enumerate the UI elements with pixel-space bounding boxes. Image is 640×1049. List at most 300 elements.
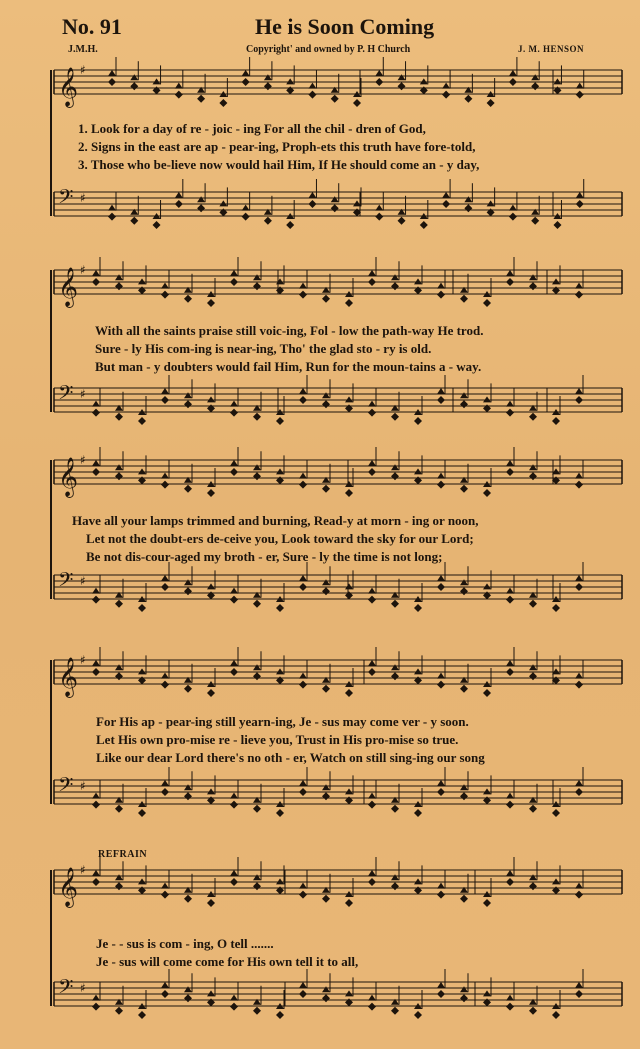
note-head: [207, 788, 215, 794]
note-head: [230, 668, 238, 676]
note-head: [483, 990, 491, 996]
note-head: [331, 204, 339, 212]
note-head: [230, 878, 238, 886]
note-head: [253, 664, 261, 670]
note-head: [368, 588, 376, 594]
note-head: [575, 681, 583, 689]
note-head: [391, 600, 399, 608]
note-head: [108, 205, 116, 211]
note-head: [575, 481, 583, 489]
note-head: [115, 413, 123, 421]
note-head: [437, 780, 445, 786]
note-head: [575, 990, 583, 998]
note-head: [175, 192, 183, 198]
note-head: [529, 413, 537, 421]
note-head: [276, 278, 284, 284]
note-head: [299, 575, 307, 581]
note-head: [506, 793, 514, 799]
note-head: [398, 82, 406, 90]
note-head: [253, 882, 261, 890]
treble-clef-icon: 𝄞: [58, 457, 79, 497]
note-head: [506, 870, 514, 876]
note-head: [368, 409, 376, 417]
note-head: [531, 82, 539, 90]
bass-clef-icon: 𝄢: [58, 185, 74, 213]
note-head: [368, 460, 376, 466]
bass-clef-icon: 𝄢: [58, 773, 74, 801]
note-head: [115, 600, 123, 608]
lyric-line: Be not dis-cour-aged my broth - er, Sure - ly the time is not long;: [86, 549, 443, 564]
note-head: [391, 672, 399, 680]
note-head: [368, 596, 376, 604]
note-head: [92, 1003, 100, 1011]
note-head: [92, 801, 100, 809]
note-head: [92, 270, 100, 276]
note-head: [345, 689, 353, 697]
note-head: [197, 204, 205, 212]
note-head: [322, 994, 330, 1002]
note-head: [464, 204, 472, 212]
note-head: [299, 891, 307, 899]
note-head: [322, 784, 330, 790]
note-head: [483, 299, 491, 307]
note-head: [509, 78, 517, 86]
lyric-line: 3. Those who be-lieve now would hail Him, If He should come an - y day,: [78, 157, 480, 172]
note-head: [391, 1007, 399, 1015]
note-head: [138, 668, 146, 674]
note-head: [368, 995, 376, 1001]
note-head: [506, 468, 514, 476]
note-head: [575, 291, 583, 299]
note-head: [442, 192, 450, 198]
note-head: [138, 278, 146, 284]
note-head: [161, 982, 169, 988]
note-head: [161, 891, 169, 899]
note-head: [184, 784, 192, 790]
note-head: [575, 283, 583, 289]
note-head: [553, 78, 561, 84]
note-head: [531, 217, 539, 225]
note-head: [161, 780, 169, 786]
note-head: [184, 400, 192, 408]
note-head: [299, 780, 307, 786]
note-head: [483, 689, 491, 697]
note-head: [506, 278, 514, 286]
note-head: [483, 396, 491, 402]
note-head: [529, 464, 537, 470]
note-head: [529, 600, 537, 608]
note-head: [92, 401, 100, 407]
note-head: [414, 468, 422, 474]
note-head: [161, 883, 169, 889]
note-head: [509, 213, 517, 221]
note-head: [420, 78, 428, 84]
note-head: [437, 283, 445, 289]
note-head: [391, 282, 399, 290]
note-head: [375, 213, 383, 221]
note-head: [276, 668, 284, 674]
note-head: [368, 1003, 376, 1011]
note-head: [286, 221, 294, 229]
note-head: [322, 485, 330, 493]
note-head: [175, 91, 183, 99]
note-head: [322, 986, 330, 992]
note-head: [115, 1007, 123, 1015]
note-head: [115, 874, 123, 880]
note-head: [506, 588, 514, 594]
hymn-number: No. 91: [62, 14, 122, 39]
note-head: [464, 95, 472, 103]
note-head: [92, 878, 100, 886]
note-head: [138, 468, 146, 474]
note-head: [442, 200, 450, 208]
note-head: [92, 660, 100, 666]
note-head: [207, 489, 215, 497]
note-head: [483, 899, 491, 907]
note-head: [353, 99, 361, 107]
note-head: [414, 1011, 422, 1019]
sharp-icon: ♯: [80, 453, 86, 467]
note-head: [509, 205, 517, 211]
note-head: [276, 468, 284, 474]
note-head: [230, 468, 238, 476]
note-head: [345, 299, 353, 307]
copyright-notice: Copyright' and owned by P. H Church: [246, 44, 411, 55]
note-head: [368, 668, 376, 676]
note-head: [253, 472, 261, 480]
music-credit: J. M. HENSON: [518, 44, 585, 54]
note-head: [529, 672, 537, 680]
note-head: [437, 891, 445, 899]
note-head: [345, 583, 353, 589]
note-head: [576, 83, 584, 89]
lyric-line: Je - sus will come come for His own tell it to all,: [96, 954, 359, 969]
note-head: [506, 409, 514, 417]
note-head: [414, 278, 422, 284]
note-head: [506, 668, 514, 676]
note-head: [161, 283, 169, 289]
note-head: [115, 882, 123, 890]
note-head: [108, 78, 116, 86]
note-head: [92, 870, 100, 876]
note-head: [368, 278, 376, 286]
note-head: [322, 587, 330, 595]
note-head: [299, 396, 307, 404]
note-head: [391, 882, 399, 890]
note-head: [230, 270, 238, 276]
note-head: [437, 673, 445, 679]
note-head: [552, 417, 560, 425]
lyric-line: 2. Signs in the east are ap - pear-ing, Proph-ets this truth have fore-told,: [78, 139, 476, 154]
note-head: [230, 995, 238, 1001]
note-head: [308, 91, 316, 99]
note-head: [207, 689, 215, 697]
note-head: [253, 672, 261, 680]
sharp-icon: ♯: [80, 263, 86, 277]
note-head: [161, 388, 169, 394]
note-head: [92, 278, 100, 286]
treble-clef-icon: 𝄞: [58, 67, 79, 107]
note-head: [575, 788, 583, 796]
note-head: [322, 579, 330, 585]
words-credit: J.M.H.: [68, 44, 98, 55]
note-head: [161, 673, 169, 679]
note-head: [345, 899, 353, 907]
note-head: [506, 660, 514, 666]
note-head: [460, 994, 468, 1002]
note-head: [175, 83, 183, 89]
note-head: [161, 575, 169, 581]
sharp-icon: ♯: [80, 863, 86, 877]
refrain-label: REFRAIN: [98, 849, 148, 860]
note-head: [552, 278, 560, 284]
treble-clef-icon: 𝄞: [58, 657, 79, 697]
note-head: [161, 291, 169, 299]
note-head: [506, 401, 514, 407]
note-head: [230, 409, 238, 417]
note-head: [230, 278, 238, 286]
note-head: [506, 460, 514, 466]
note-head: [299, 788, 307, 796]
note-head: [286, 78, 294, 84]
lyric-line: With all the saints praise still voic-ing, Fol - low the path-way He trod.: [95, 323, 484, 338]
hymn-title: He is Soon Coming: [255, 14, 435, 39]
note-head: [153, 221, 161, 229]
note-head: [184, 485, 192, 493]
note-head: [299, 473, 307, 479]
note-head: [460, 895, 468, 903]
note-head: [575, 388, 583, 394]
sharp-icon: ♯: [80, 191, 86, 205]
note-head: [184, 295, 192, 303]
note-head: [115, 672, 123, 680]
note-head: [115, 664, 123, 670]
note-head: [161, 473, 169, 479]
note-head: [299, 982, 307, 988]
lyric-line: Let His own pro-mise re - lieve you, Trust in His pro-mise so true.: [96, 732, 459, 747]
note-head: [322, 792, 330, 800]
note-head: [308, 200, 316, 208]
note-head: [308, 83, 316, 89]
note-head: [92, 793, 100, 799]
note-head: [138, 809, 146, 817]
note-head: [552, 604, 560, 612]
note-head: [398, 217, 406, 225]
note-head: [442, 83, 450, 89]
note-head: [529, 282, 537, 290]
note-head: [184, 587, 192, 595]
note-head: [92, 995, 100, 1001]
note-head: [437, 473, 445, 479]
note-head: [276, 878, 284, 884]
note-head: [506, 995, 514, 1001]
note-head: [531, 74, 539, 80]
note-head: [483, 788, 491, 794]
note-head: [242, 205, 250, 211]
note-head: [529, 882, 537, 890]
lyric-line: Sure - ly His com-ing is near-ing, Tho' the glad sto - ry is old.: [95, 341, 432, 356]
note-head: [437, 583, 445, 591]
note-head: [184, 986, 192, 992]
note-head: [460, 986, 468, 992]
note-head: [437, 575, 445, 581]
note-head: [242, 70, 250, 76]
note-head: [92, 468, 100, 476]
note-head: [184, 392, 192, 398]
note-head: [161, 681, 169, 689]
lyric-line: Je - - sus is com - ing, O tell .......: [96, 936, 274, 951]
note-head: [391, 464, 399, 470]
note-head: [420, 221, 428, 229]
note-head: [368, 660, 376, 666]
note-head: [437, 396, 445, 404]
note-head: [552, 1011, 560, 1019]
note-head: [108, 213, 116, 221]
note-head: [460, 587, 468, 595]
sharp-icon: ♯: [80, 981, 86, 995]
note-head: [460, 485, 468, 493]
note-head: [299, 990, 307, 998]
note-head: [108, 70, 116, 76]
note-head: [175, 200, 183, 208]
treble-clef-icon: 𝄞: [58, 867, 79, 907]
note-head: [115, 274, 123, 280]
note-head: [219, 200, 227, 206]
note-head: [391, 664, 399, 670]
note-head: [207, 299, 215, 307]
note-head: [437, 481, 445, 489]
note-head: [322, 295, 330, 303]
note-head: [529, 664, 537, 670]
note-head: [253, 274, 261, 280]
note-head: [529, 805, 537, 813]
note-head: [230, 1003, 238, 1011]
note-head: [437, 388, 445, 394]
note-head: [207, 396, 215, 402]
note-head: [368, 801, 376, 809]
note-head: [184, 895, 192, 903]
note-head: [345, 489, 353, 497]
note-head: [509, 70, 517, 76]
note-head: [529, 472, 537, 480]
note-head: [161, 396, 169, 404]
note-head: [230, 870, 238, 876]
note-head: [197, 95, 205, 103]
note-head: [487, 200, 495, 206]
note-head: [460, 400, 468, 408]
note-head: [391, 413, 399, 421]
note-head: [375, 70, 383, 76]
note-head: [414, 878, 422, 884]
note-head: [242, 213, 250, 221]
note-head: [276, 809, 284, 817]
note-head: [115, 472, 123, 480]
lyric-line: Have all your lamps trimmed and burning, Read-y at morn - ing or noon,: [72, 513, 479, 528]
note-head: [197, 196, 205, 202]
note-head: [345, 990, 353, 996]
treble-clef-icon: 𝄞: [58, 267, 79, 307]
note-head: [184, 579, 192, 585]
note-head: [575, 883, 583, 889]
lyric-line: Let not the doubt-ers de-ceive you, Look toward the sky for our Lord;: [86, 531, 474, 546]
note-head: [276, 1011, 284, 1019]
sharp-icon: ♯: [80, 653, 86, 667]
note-head: [230, 660, 238, 666]
note-head: [460, 392, 468, 398]
note-head: [184, 994, 192, 1002]
note-head: [345, 788, 353, 794]
note-head: [253, 805, 261, 813]
note-head: [115, 805, 123, 813]
note-head: [437, 291, 445, 299]
note-head: [375, 78, 383, 86]
note-head: [276, 604, 284, 612]
note-head: [460, 784, 468, 790]
note-head: [483, 583, 491, 589]
note-head: [529, 1007, 537, 1015]
note-head: [230, 596, 238, 604]
note-head: [130, 82, 138, 90]
note-head: [391, 274, 399, 280]
lyric-line: But man - y doubters would fail Him, Run for the moun-tains a - way.: [95, 359, 482, 374]
note-head: [138, 878, 146, 884]
note-head: [437, 681, 445, 689]
note-head: [414, 604, 422, 612]
note-head: [391, 472, 399, 480]
note-head: [276, 417, 284, 425]
note-head: [529, 874, 537, 880]
note-head: [398, 74, 406, 80]
sharp-icon: ♯: [80, 387, 86, 401]
note-head: [207, 583, 215, 589]
note-head: [437, 982, 445, 988]
sharp-icon: ♯: [80, 63, 86, 77]
note-head: [299, 291, 307, 299]
lyric-line: 1. Look for a day of re - joic - ing For all the chil - dren of God,: [78, 121, 426, 136]
note-head: [253, 282, 261, 290]
note-head: [506, 270, 514, 276]
note-head: [207, 990, 215, 996]
bass-clef-icon: 𝄢: [58, 975, 74, 1003]
note-head: [92, 460, 100, 466]
note-head: [414, 668, 422, 674]
note-head: [414, 417, 422, 425]
note-head: [529, 274, 537, 280]
note-head: [230, 401, 238, 407]
note-head: [230, 588, 238, 594]
note-head: [391, 874, 399, 880]
note-head: [92, 588, 100, 594]
note-head: [130, 74, 138, 80]
note-head: [299, 388, 307, 394]
note-head: [442, 91, 450, 99]
note-head: [576, 200, 584, 208]
note-head: [92, 596, 100, 604]
note-head: [130, 217, 138, 225]
note-head: [375, 205, 383, 211]
note-head: [161, 583, 169, 591]
note-head: [299, 681, 307, 689]
note-head: [230, 801, 238, 809]
note-head: [138, 604, 146, 612]
note-head: [437, 883, 445, 889]
note-head: [115, 282, 123, 290]
note-head: [322, 685, 330, 693]
note-head: [391, 805, 399, 813]
note-head: [460, 685, 468, 693]
note-head: [368, 878, 376, 886]
note-head: [264, 217, 272, 225]
